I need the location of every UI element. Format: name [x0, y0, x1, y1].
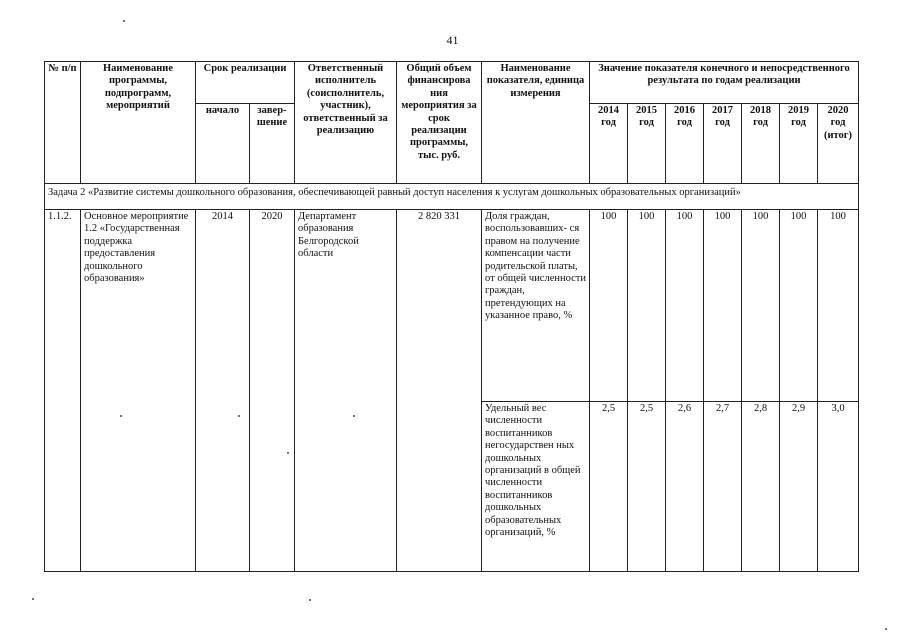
header-year-2016: 2016 год — [666, 104, 704, 184]
scan-speck — [32, 598, 34, 600]
indicator-1-name: Доля граждан, воспользовавших- ся правом на получение компенсации части родительской платы, от общей численности граждан, претендующих на указанное право, % — [482, 210, 590, 402]
scan-speck — [238, 415, 240, 417]
scan-speck — [309, 599, 311, 601]
indicator-1-value-2016: 100 — [666, 210, 704, 402]
page-number: 41 — [446, 33, 459, 47]
indicator-1-value-2014: 100 — [590, 210, 628, 402]
indicator-2-value-2019: 2,9 — [780, 402, 818, 572]
indicator-1-value-2018: 100 — [742, 210, 780, 402]
row-name: Основное мероприятие 1.2 «Государственная поддержка предоставления дошкольного образования» — [81, 210, 196, 572]
scan-speck — [353, 415, 355, 417]
header-year-2015: 2015 год — [628, 104, 666, 184]
header-indicator: Наименование показателя, единица измерения — [482, 62, 590, 184]
indicator-2-value-2017: 2,7 — [704, 402, 742, 572]
scan-speck — [120, 415, 122, 417]
indicator-2-value-2015: 2,5 — [628, 402, 666, 572]
header-responsible: Ответственный исполнитель (соисполнитель, участник), ответственный за реализацию — [295, 62, 397, 184]
header-term-start: начало — [196, 104, 250, 184]
row-financing: 2 820 331 — [397, 210, 482, 572]
indicator-1-value-2019: 100 — [780, 210, 818, 402]
header-year-2014: 2014 год — [590, 104, 628, 184]
header-term: Срок реализации — [196, 62, 295, 104]
header-name: Наименование программы, подпрограмм, мероприятий — [81, 62, 196, 184]
row-responsible: Департамент образования Белгородской области — [295, 210, 397, 572]
header-year-2018: 2018 год — [742, 104, 780, 184]
row-end: 2020 — [250, 210, 295, 572]
header-values-group: Значение показателя конечного и непосредственного результата по годам реализации — [590, 62, 859, 104]
header-num: № п/п — [45, 62, 81, 184]
header-year-2019: 2019 год — [780, 104, 818, 184]
row-num: 1.1.2. — [45, 210, 81, 572]
indicator-2-value-2014: 2,5 — [590, 402, 628, 572]
indicator-1-value-2017: 100 — [704, 210, 742, 402]
program-table — [44, 61, 859, 572]
header-financing: Общий объем финансирова ния мероприятия за срок реализации программы, тыс. руб. — [397, 62, 482, 184]
row-start: 2014 — [196, 210, 250, 572]
indicator-2-name: Удельный вес численности воспитанников негосударствен ных дошкольных организаций в общей численности воспитанников дошкольных образовательных организаций, % — [482, 402, 590, 572]
indicator-2-value-2018: 2,8 — [742, 402, 780, 572]
scan-speck — [885, 628, 887, 630]
task-heading: Задача 2 «Развитие системы дошкольного образования, обеспечивающей равный доступ населения к услугам дошкольных образовательных организаций» — [45, 184, 859, 210]
scan-speck — [287, 452, 289, 454]
scan-speck — [123, 20, 125, 22]
indicator-2-value-2016: 2,6 — [666, 402, 704, 572]
indicator-1-value-2015: 100 — [628, 210, 666, 402]
indicator-2-value-2020: 3,0 — [818, 402, 859, 572]
header-term-end: завер- шение — [250, 104, 295, 184]
header-year-2020: 2020 год (итог) — [818, 104, 859, 184]
header-year-2017: 2017 год — [704, 104, 742, 184]
indicator-1-value-2020: 100 — [818, 210, 859, 402]
